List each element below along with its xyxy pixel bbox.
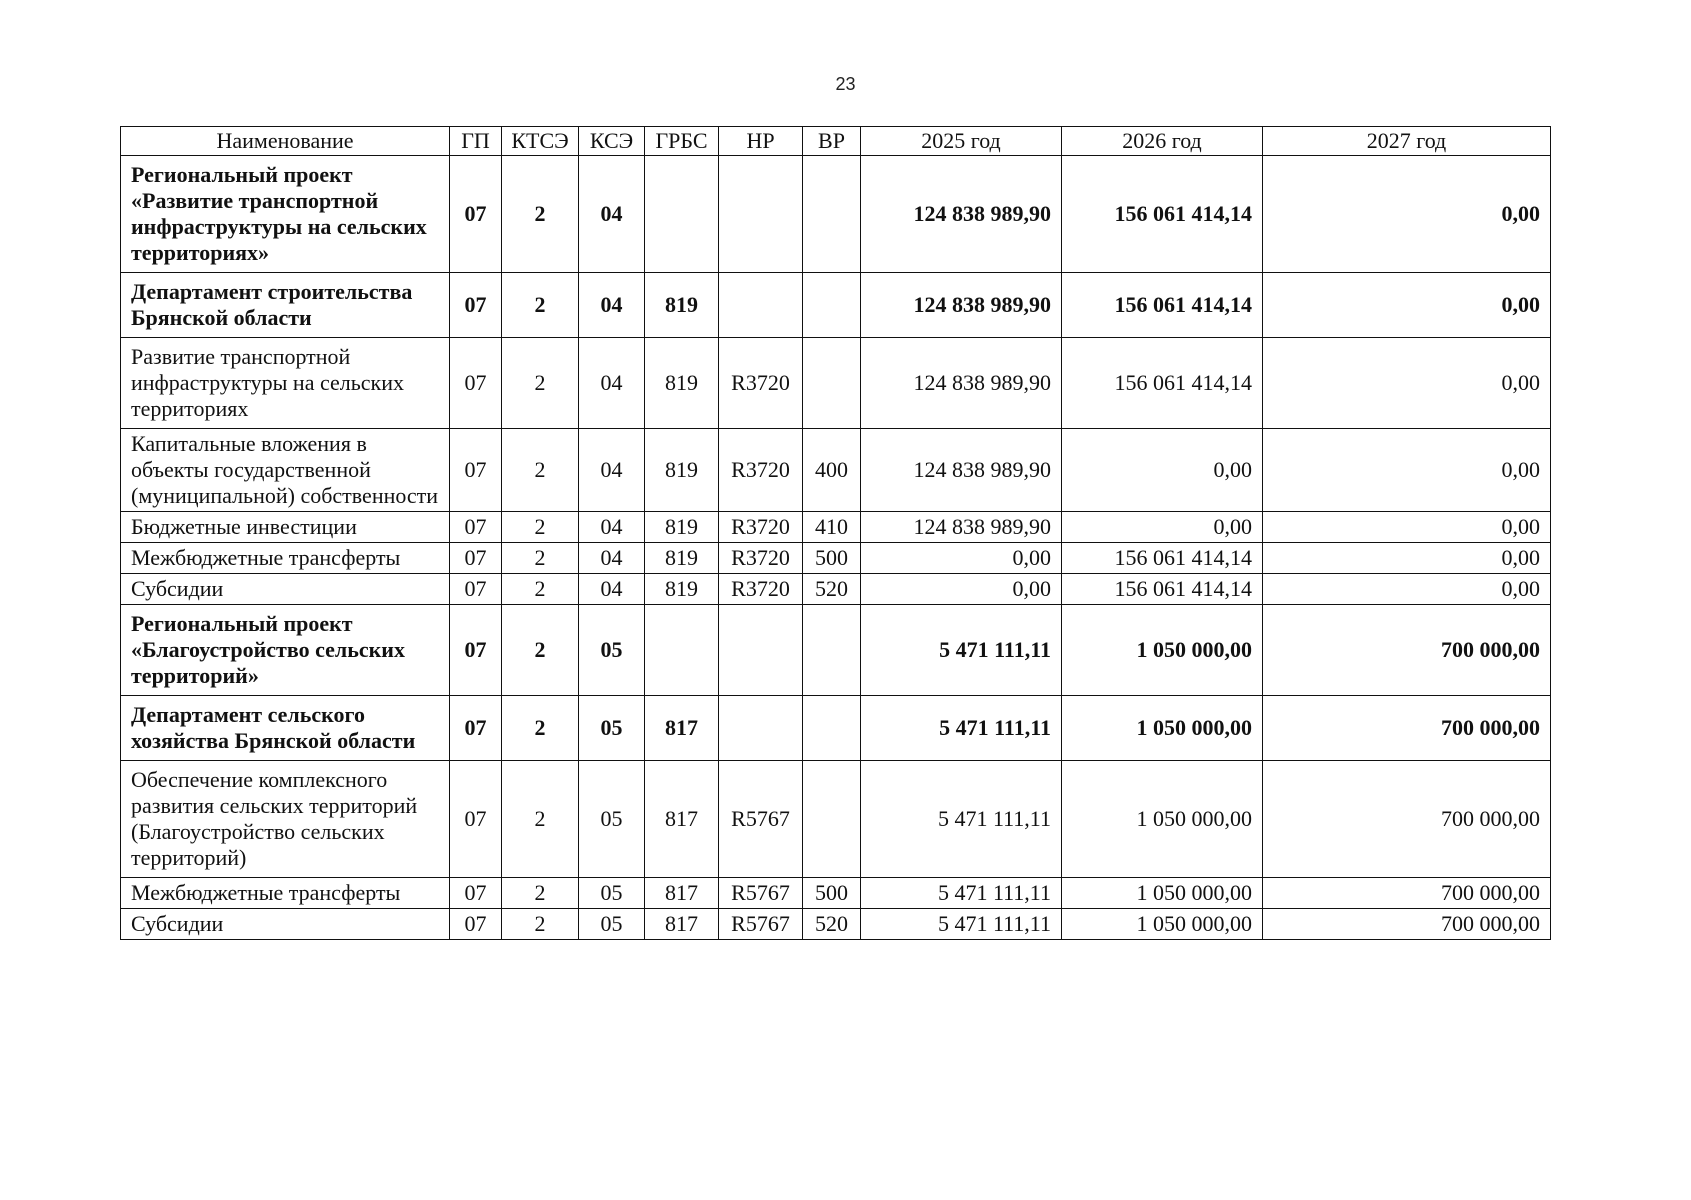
cell-2026: 156 061 414,14 [1062,574,1263,605]
cell-ktse: 2 [502,696,579,761]
cell-2026: 1 050 000,00 [1062,761,1263,878]
cell-gp: 07 [450,574,502,605]
cell-nr: R3720 [719,543,803,574]
cell-grbs: 819 [645,543,719,574]
cell-gp: 07 [450,878,502,909]
cell-grbs: 819 [645,338,719,429]
cell-nr [719,605,803,696]
cell-vr [803,338,861,429]
cell-2025: 124 838 989,90 [861,512,1062,543]
header-grbs: ГРБС [645,127,719,156]
header-nr: НР [719,127,803,156]
cell-nr: R5767 [719,761,803,878]
cell-kse: 05 [579,696,645,761]
cell-2026: 0,00 [1062,429,1263,512]
cell-ktse: 2 [502,878,579,909]
cell-vr: 520 [803,574,861,605]
cell-ktse: 2 [502,605,579,696]
cell-ktse: 2 [502,909,579,940]
cell-vr: 400 [803,429,861,512]
cell-gp: 07 [450,696,502,761]
cell-grbs: 817 [645,878,719,909]
cell-ktse: 2 [502,543,579,574]
cell-kse: 04 [579,543,645,574]
cell-ktse: 2 [502,273,579,338]
cell-2027: 700 000,00 [1263,696,1551,761]
header-gp: ГП [450,127,502,156]
header-name: Наименование [121,127,450,156]
cell-2026: 156 061 414,14 [1062,156,1263,273]
cell-2027: 0,00 [1263,156,1551,273]
cell-grbs: 819 [645,429,719,512]
cell-kse: 05 [579,605,645,696]
cell-kse: 04 [579,156,645,273]
cell-2025: 0,00 [861,543,1062,574]
cell-2027: 0,00 [1263,512,1551,543]
cell-vr: 500 [803,878,861,909]
cell-kse: 05 [579,909,645,940]
cell-vr: 410 [803,512,861,543]
cell-name: Капитальные вложения в объекты государственной (муниципальной) собственности [121,429,450,512]
cell-vr [803,605,861,696]
cell-name: Обеспечение комплексного развития сельских территорий (Благоустройство сельских территорий) [121,761,450,878]
cell-2027: 700 000,00 [1263,761,1551,878]
cell-grbs [645,605,719,696]
cell-name: Департамент сельского хозяйства Брянской области [121,696,450,761]
cell-name: Региональный проект «Развитие транспортной инфраструктуры на сельских территориях» [121,156,450,273]
cell-2027: 700 000,00 [1263,909,1551,940]
table-row [121,605,1551,696]
cell-ktse: 2 [502,338,579,429]
cell-2027: 700 000,00 [1263,878,1551,909]
cell-gp: 07 [450,909,502,940]
cell-vr [803,156,861,273]
cell-ktse: 2 [502,574,579,605]
cell-vr: 500 [803,543,861,574]
cell-kse: 05 [579,878,645,909]
header-2025: 2025 год [861,127,1062,156]
cell-vr [803,761,861,878]
cell-grbs: 819 [645,512,719,543]
table-row [121,909,1551,940]
cell-ktse: 2 [502,761,579,878]
cell-kse: 04 [579,338,645,429]
cell-2026: 156 061 414,14 [1062,273,1263,338]
cell-name: Региональный проект «Благоустройство сельских территорий» [121,605,450,696]
cell-2025: 5 471 111,11 [861,605,1062,696]
cell-2027: 0,00 [1263,543,1551,574]
cell-kse: 04 [579,512,645,543]
table-row [121,338,1551,429]
cell-2025: 5 471 111,11 [861,696,1062,761]
cell-grbs: 819 [645,273,719,338]
cell-name: Развитие транспортной инфраструктуры на сельских территориях [121,338,450,429]
cell-grbs: 817 [645,761,719,878]
header-2026: 2026 год [1062,127,1263,156]
cell-nr: R3720 [719,574,803,605]
cell-2026: 1 050 000,00 [1062,878,1263,909]
cell-gp: 07 [450,605,502,696]
cell-2025: 124 838 989,90 [861,273,1062,338]
cell-nr [719,156,803,273]
cell-2026: 1 050 000,00 [1062,605,1263,696]
cell-2025: 124 838 989,90 [861,429,1062,512]
table-row [121,574,1551,605]
cell-2027: 0,00 [1263,273,1551,338]
cell-name: Субсидии [121,909,450,940]
page-number: 23 [835,74,856,94]
cell-nr: R5767 [719,909,803,940]
cell-name: Межбюджетные трансферты [121,878,450,909]
cell-2026: 0,00 [1062,512,1263,543]
cell-2027: 700 000,00 [1263,605,1551,696]
cell-2025: 5 471 111,11 [861,878,1062,909]
table-row [121,761,1551,878]
cell-2027: 0,00 [1263,338,1551,429]
table-row [121,696,1551,761]
cell-ktse: 2 [502,156,579,273]
cell-ktse: 2 [502,429,579,512]
cell-kse: 04 [579,429,645,512]
cell-gp: 07 [450,512,502,543]
cell-kse: 05 [579,761,645,878]
cell-ktse: 2 [502,512,579,543]
cell-2025: 124 838 989,90 [861,156,1062,273]
cell-kse: 04 [579,574,645,605]
cell-gp: 07 [450,761,502,878]
cell-vr [803,696,861,761]
cell-2026: 1 050 000,00 [1062,909,1263,940]
cell-2026: 156 061 414,14 [1062,543,1263,574]
cell-vr: 520 [803,909,861,940]
header-kse: КСЭ [579,127,645,156]
cell-2025: 5 471 111,11 [861,761,1062,878]
cell-2027: 0,00 [1263,574,1551,605]
cell-nr [719,696,803,761]
cell-2025: 5 471 111,11 [861,909,1062,940]
cell-gp: 07 [450,543,502,574]
table-row [121,156,1551,273]
table-row [121,543,1551,574]
table-row [121,878,1551,909]
budget-table-body [121,156,1551,940]
cell-gp: 07 [450,338,502,429]
cell-name: Субсидии [121,574,450,605]
cell-nr: R3720 [719,338,803,429]
cell-nr: R3720 [719,512,803,543]
cell-grbs [645,156,719,273]
header-2027: 2027 год [1263,127,1551,156]
cell-2025: 0,00 [861,574,1062,605]
cell-2027: 0,00 [1263,429,1551,512]
cell-grbs: 819 [645,574,719,605]
cell-kse: 04 [579,273,645,338]
header-ktse: КТСЭ [502,127,579,156]
cell-vr [803,273,861,338]
cell-grbs: 817 [645,909,719,940]
cell-gp: 07 [450,429,502,512]
cell-nr: R5767 [719,878,803,909]
table-row [121,429,1551,512]
cell-nr: R3720 [719,429,803,512]
table-row [121,273,1551,338]
cell-name: Бюджетные инвестиции [121,512,450,543]
cell-name: Межбюджетные трансферты [121,543,450,574]
cell-grbs: 817 [645,696,719,761]
cell-name: Департамент строительства Брянской области [121,273,450,338]
budget-table [120,126,1551,940]
cell-gp: 07 [450,156,502,273]
table-header-row [121,127,1551,156]
cell-2026: 1 050 000,00 [1062,696,1263,761]
cell-2026: 156 061 414,14 [1062,338,1263,429]
cell-nr [719,273,803,338]
header-vr: ВР [803,127,861,156]
cell-2025: 124 838 989,90 [861,338,1062,429]
table-row [121,512,1551,543]
cell-gp: 07 [450,273,502,338]
